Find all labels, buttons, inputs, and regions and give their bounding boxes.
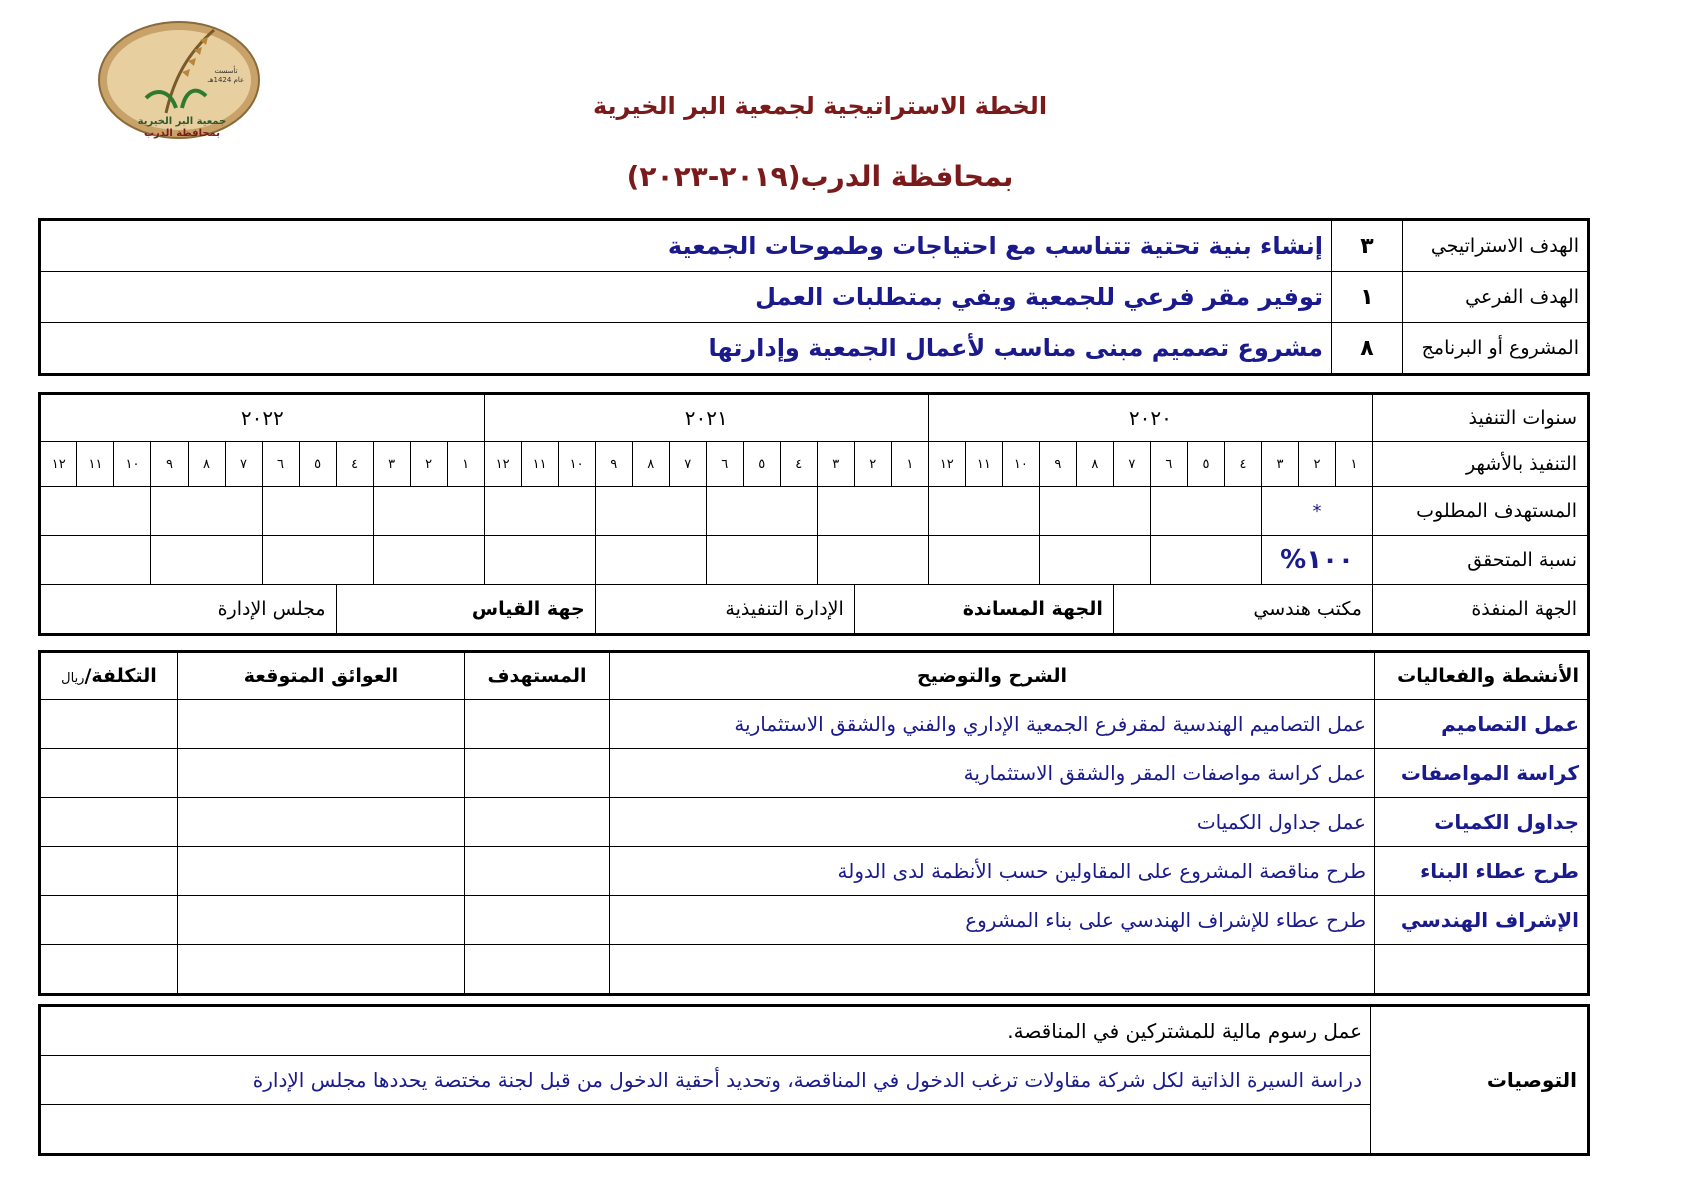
schedule-table: [38, 392, 1590, 636]
month-cell: ١٠: [1002, 442, 1039, 487]
strategic-goal-row: [40, 220, 1589, 272]
activity-description: عمل كراسة مواصفات المقر والشقق الاستثمارية: [610, 749, 1375, 798]
target-cell: [928, 487, 1039, 536]
recommendation-row: [40, 1105, 1589, 1155]
activity-cost: [40, 700, 178, 749]
year-cell: ٢٠٢٠: [928, 394, 1372, 442]
activities-header: [40, 652, 1589, 700]
month-cell: ٣: [1261, 442, 1298, 487]
goal-label: الهدف الاستراتيجي: [1403, 220, 1589, 272]
activity-row: [40, 700, 1589, 749]
month-cell: ٦: [1150, 442, 1187, 487]
measuring-label: جهة القياس: [336, 585, 595, 635]
target-cell: [484, 487, 595, 536]
months-label: التنفيذ بالأشهر: [1373, 442, 1589, 487]
recommendations-table: [38, 1004, 1590, 1156]
achieved-cell: ١٠٠%: [1261, 536, 1372, 585]
activity-description: عمل التصاميم الهندسية لمقرفرع الجمعية الإداري والفني والشقق الاستثمارية: [610, 700, 1375, 749]
recommendation-row: [40, 1006, 1589, 1056]
page-subtitle: بمحافظة الدرب(٢٠١٩-٢٠٢٣): [626, 160, 1014, 193]
month-cell: ٧: [669, 442, 706, 487]
activity-cost: [40, 749, 178, 798]
month-cell: ٤: [780, 442, 817, 487]
goal-label: الهدف الفرعي: [1403, 272, 1589, 323]
month-cell: ٨: [188, 442, 225, 487]
activity-target: [465, 749, 610, 798]
month-cell: ٧: [225, 442, 262, 487]
activity-obstacles: [178, 749, 465, 798]
activity-header: الأنشطة والفعاليات: [1375, 652, 1589, 700]
month-cell: ٨: [632, 442, 669, 487]
target-cell: [1039, 487, 1150, 536]
entities-row: [40, 585, 1589, 635]
month-cell: ٦: [706, 442, 743, 487]
target-cell: [262, 487, 373, 536]
recommendations-label: التوصيات: [1371, 1006, 1589, 1155]
activities-table: [38, 650, 1590, 996]
target-cell: [817, 487, 928, 536]
month-cell: ٤: [1224, 442, 1261, 487]
month-cell: ٩: [151, 442, 188, 487]
activity-cost: [40, 945, 178, 995]
activity-cost: [40, 847, 178, 896]
cost-header-label: التكلفة/: [84, 665, 157, 687]
activity-row: [40, 945, 1589, 995]
association-logo: [96, 18, 262, 142]
recommendation-item: [40, 1105, 1371, 1155]
target-cell: [151, 487, 262, 536]
recommendation-item: عمل رسوم مالية للمشتركين في المناقصة.: [40, 1006, 1371, 1056]
goal-number: ٨: [1332, 323, 1403, 375]
goals-table: [38, 218, 1590, 376]
logo-founded: تأسست: [214, 67, 238, 75]
activity-target: [465, 896, 610, 945]
activity-target: [465, 798, 610, 847]
activity-name: طرح عطاء البناء: [1375, 847, 1589, 896]
target-cell: [40, 487, 151, 536]
activity-name: عمل التصاميم: [1375, 700, 1589, 749]
achieved-cell: [817, 536, 928, 585]
months-row: [40, 442, 1589, 487]
month-cell: ١١: [965, 442, 1002, 487]
activity-obstacles: [178, 847, 465, 896]
month-cell: ٩: [595, 442, 632, 487]
description-header: الشرح والتوضيح: [610, 652, 1375, 700]
month-cell: ٦: [262, 442, 299, 487]
activity-name: جداول الكميات: [1375, 798, 1589, 847]
activity-obstacles: [178, 945, 465, 995]
activity-description: عمل جداول الكميات: [610, 798, 1375, 847]
month-cell: ١٢: [40, 442, 77, 487]
activity-row: [40, 749, 1589, 798]
sub-goal-row: [40, 272, 1589, 323]
measuring-value: مجلس الإدارة: [40, 585, 337, 635]
achieved-cell: [595, 536, 706, 585]
achieved-cell: [1150, 536, 1261, 585]
recommendation-row: [40, 1056, 1589, 1105]
activity-description: طرح مناقصة المشروع على المقاولين حسب الأنظمة لدى الدولة: [610, 847, 1375, 896]
activity-description: طرح عطاء للإشراف الهندسي على بناء المشروع: [610, 896, 1375, 945]
logo-year: عام 1424هـ: [207, 76, 245, 84]
activity-name: [1375, 945, 1589, 995]
month-cell: ٧: [1113, 442, 1150, 487]
achieved-cell: [1039, 536, 1150, 585]
month-cell: ٩: [1039, 442, 1076, 487]
activity-target: [465, 847, 610, 896]
goal-text: مشروع تصميم مبنى مناسب لأعمال الجمعية وإدارتها: [40, 323, 1332, 375]
project-row: [40, 323, 1589, 375]
achieved-cell: [484, 536, 595, 585]
activity-description: [610, 945, 1375, 995]
activity-obstacles: [178, 700, 465, 749]
years-row: [40, 394, 1589, 442]
achieved-cell: [928, 536, 1039, 585]
goal-number: ١: [1332, 272, 1403, 323]
month-cell: ١: [891, 442, 928, 487]
target-cell: [1150, 487, 1261, 536]
month-cell: ٣: [817, 442, 854, 487]
page-title: الخطة الاستراتيجية لجمعية البر الخيرية: [592, 92, 1048, 120]
month-cell: ١١: [77, 442, 114, 487]
activity-row: [40, 896, 1589, 945]
month-cell: ١٢: [484, 442, 521, 487]
goal-text: توفير مقر فرعي للجمعية ويفي بمتطلبات العمل: [40, 272, 1332, 323]
month-cell: ١: [1335, 442, 1372, 487]
recommendation-item: دراسة السيرة الذاتية لكل شركة مقاولات ترغب الدخول في المناقصة، وتحديد أحقية الدخول من قبل لجنة مختصة يحددها مجلس الإدارة: [40, 1056, 1371, 1105]
goal-label: المشروع أو البرنامج: [1403, 323, 1589, 375]
target-label: المستهدف المطلوب: [1373, 487, 1589, 536]
month-cell: ١: [447, 442, 484, 487]
activity-target: [465, 700, 610, 749]
month-cell: ٢: [410, 442, 447, 487]
month-cell: ١١: [521, 442, 558, 487]
month-cell: ٨: [1076, 442, 1113, 487]
target-header: المستهدف: [465, 652, 610, 700]
target-cell: [595, 487, 706, 536]
supporting-label: الجهة المساندة: [854, 585, 1113, 635]
activity-rows: [40, 700, 1589, 995]
activity-cost: [40, 896, 178, 945]
activity-target: [465, 945, 610, 995]
month-cell: ٥: [299, 442, 336, 487]
year-cell: ٢٠٢١: [484, 394, 928, 442]
executing-value: مكتب هندسي: [1113, 585, 1372, 635]
month-cell: ١٢: [928, 442, 965, 487]
target-row: [40, 487, 1589, 536]
logo-name-line2: بمحافظة الدرب: [143, 128, 221, 139]
achieved-row: [40, 536, 1589, 585]
cost-unit: ريال: [61, 671, 85, 686]
month-cell: ٥: [1187, 442, 1224, 487]
month-cell: ٤: [336, 442, 373, 487]
years-label: سنوات التنفيذ: [1373, 394, 1589, 442]
achieved-cell: [40, 536, 151, 585]
supporting-value: الإدارة التنفيذية: [595, 585, 854, 635]
achieved-cell: [262, 536, 373, 585]
target-cell: *: [1261, 487, 1372, 536]
target-cell: [373, 487, 484, 536]
activity-name: كراسة المواصفات: [1375, 749, 1589, 798]
executing-label: الجهة المنفذة: [1373, 585, 1589, 635]
achieved-label: نسبة المتحقق: [1373, 536, 1589, 585]
month-cell: ٥: [743, 442, 780, 487]
target-cell: [706, 487, 817, 536]
achieved-cell: [373, 536, 484, 585]
month-cell: ٢: [854, 442, 891, 487]
achieved-cell: [151, 536, 262, 585]
year-cell: ٢٠٢٢: [40, 394, 485, 442]
month-cell: ٢: [1298, 442, 1335, 487]
activity-row: [40, 798, 1589, 847]
achieved-cell: [706, 536, 817, 585]
activity-obstacles: [178, 798, 465, 847]
logo-name-line1: جمعية البر الخيرية: [137, 116, 227, 127]
activity-obstacles: [178, 896, 465, 945]
goal-number: ٣: [1332, 220, 1403, 272]
activity-row: [40, 847, 1589, 896]
month-cell: ٣: [373, 442, 410, 487]
activity-cost: [40, 798, 178, 847]
activity-name: الإشراف الهندسي: [1375, 896, 1589, 945]
cost-header: [40, 652, 178, 700]
month-cell: ١٠: [558, 442, 595, 487]
goal-text: إنشاء بنية تحتية تتناسب مع احتياجات وطموحات الجمعية: [40, 220, 1332, 272]
month-cell: ١٠: [114, 442, 151, 487]
obstacles-header: العوائق المتوقعة: [178, 652, 465, 700]
